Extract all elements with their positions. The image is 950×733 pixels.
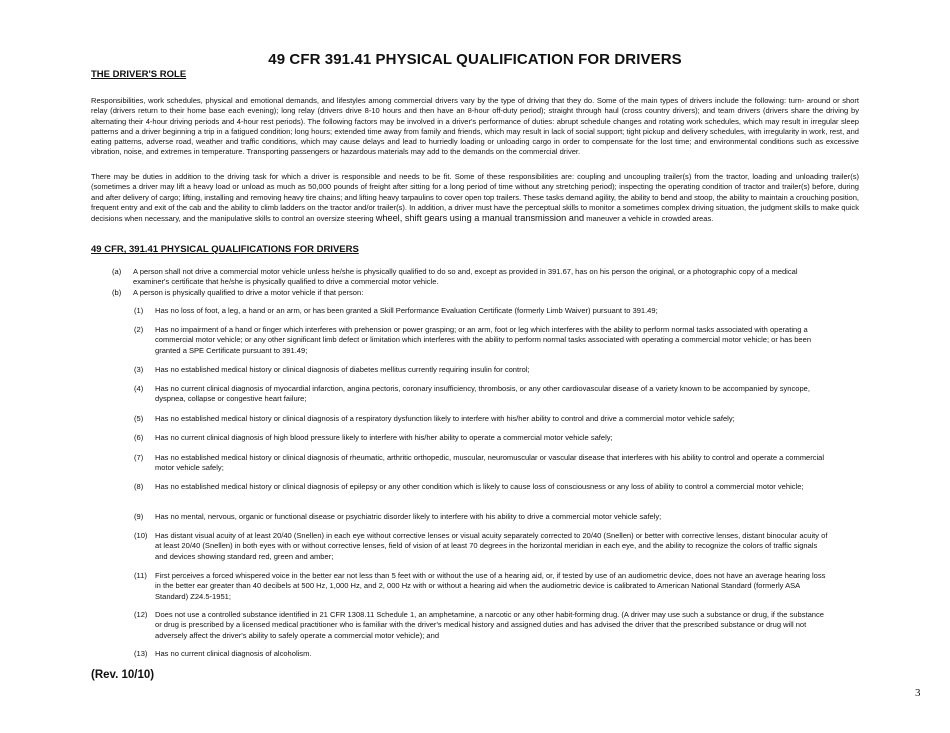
sub-item-10 (134, 531, 830, 562)
sub-item-text: Has no established medical history or clinical diagnosis of a respiratory dysfunction likely to interfere with his/her ability to control and drive a commercial motor vehicle safely; (155, 414, 735, 423)
sub-item-4 (134, 384, 830, 405)
sub-item-12 (134, 610, 830, 641)
page-number: 3 (915, 687, 921, 699)
sub-item-text: Has no loss of foot, a leg, a hand or an arm, or has been granted a Skill Performance Evaluation Certificate (formerly Limb Waiver) pursuant to 391.49; (155, 306, 658, 315)
sub-item-number: (12) (134, 610, 148, 619)
revision-label: (Rev. 10/10) (91, 669, 155, 681)
sub-item-number: (10) (134, 531, 148, 540)
paragraph-2-text: There may be duties in addition to the driving task for which a driver is responsible and needs to be fit. Some of these responsibilities are: coupling and uncoupling trailer(s) from the tractor, loading and unloading trailer(s) (sometimes a driver may lift a heavy load or unload as much as 50,000 pounds of freight after sitting for a long period of time without any stretching period); inspecting the operating condition of tractor and trailer(s) before, during and after delivery of cargo; lifting, installing and removing heavy tire chains; and lifting heavy tarpaulins to cover open top trailers. These tasks demand agility, the ability to bend and stoop, the ability to maintain a crouching position, frequent entry and exit of the cab and the ability to climb ladders on the tractor and/or trailer(s). In addition, a driver must have the perceptual skills to monitor a sometimes complex driving situation, the judgment skills to make quick decisions when necessary, and the manipulative skills to control an oversize steering (91, 172, 859, 224)
drivers-role-paragraph-2 (91, 172, 859, 224)
paragraph-2-end-text: maneuver a vehicle in crowded areas. (586, 214, 714, 224)
sub-item-text: Has no established medical history or clinical diagnosis of diabetes mellitus currently requiring insulin for control; (155, 365, 530, 374)
sub-item-number: (13) (134, 649, 148, 658)
sub-item-9 (134, 512, 830, 522)
list-item-a (112, 267, 832, 288)
sub-item-number: (1) (134, 306, 144, 315)
sub-item-1 (134, 306, 830, 316)
paragraph-2-large-text: wheel, shift gears using a manual transmission and (375, 213, 585, 224)
sub-item-6 (134, 433, 830, 443)
sub-item-number: (6) (134, 433, 144, 442)
sub-item-number: (8) (134, 482, 144, 491)
list-item-b (112, 288, 832, 298)
sub-item-text: Does not use a controlled substance identified in 21 CFR 1308.11 Schedule 1, an amphetamine, a narcotic or any other habit-forming drug. (A driver may use such a substance or drug, if the substance or drug is prescribed by a licensed medical practitioner who is familiar with the driver's medical history and assigned duties and has advised the driver that the prescribed substance or drug will not adversely affect the driver's ability to safely operate a commercial motor vehicle); and (155, 610, 824, 640)
sub-item-text: Has distant visual acuity of at least 20/40 (Snellen) in each eye without corrective lenses or visual acuity separately corrected to 20/40 (Snellen) or better with corrective lenses, distant binocular acuity of at least 20/40 (Snellen) in both eyes with or without corrective lenses, field of vision of at least 70 degrees in the horizontal meridian in each eye, and the ability to recognize the colors of traffic signals and devices showing standard red, green and amber; (155, 531, 828, 561)
list-item-text: A person shall not drive a commercial motor vehicle unless he/she is physically qualified to do so and, except as provided in 391.67, has on his person the original, or a photographic copy of a medical examiner's certificate that he/she is physically qualified to drive a commercial motor vehicle. (133, 267, 798, 287)
sub-item-number: (9) (134, 512, 144, 521)
sub-item-number: (5) (134, 414, 144, 423)
sub-item-2 (134, 325, 830, 356)
list-item-number: (a) (112, 267, 122, 276)
sub-item-text: First perceives a forced whispered voice in the better ear not less than 5 feet with or without the use of a hearing aid, or, if tested by use of an audiometric device, does not have an average hearing loss in the better ear greater than 40 decibels at 500 Hz, 1,000 Hz, and 2, 000 Hz with or without a hearing aid when the audiometric device is calibrated to American National Standard (formerly ASA Standard) Z24.5-1951; (155, 571, 826, 601)
sub-item-number: (3) (134, 365, 144, 374)
list-item-text: A person is physically qualified to drive a motor vehicle if that person: (133, 288, 364, 297)
drivers-role-paragraph-1: Responsibilities, work schedules, physical and emotional demands, and lifestyles among commercial drivers vary by the type of driving that they do. Some of the main types of drivers include the following: turn- around or short relay (drivers return to their home base each evening); long relay (drivers drive 8-10 hours and then have an 8-hour off-duty period); straight through haul (cross country drivers); and team drivers (drivers share the driving by alternating their 4-hour driving periods and 4-hour rest periods). The following factors may be involved in a driver's performance of duties: abrupt schedule changes and rotating work schedules, which may result in irregular sleep patterns and a driver beginning a trip in a fatigued condition; long hours; extended time away from family and friends, which may result in lack of social support; tight pickup and delivery schedules, with irregularity in work, rest, and eating patterns, adverse road, weather and traffic conditions, which may cause delays and lead to hurriedly loading or unloading cargo in order to compensate for the lost time; and environmental conditions such as excessive vibration, noise, and extremes in temperature. Transporting passengers or hazardous materials may add to the demands on the commercial driver. (91, 96, 859, 157)
sub-item-number: (4) (134, 384, 144, 393)
page-title: 49 CFR 391.41 PHYSICAL QUALIFICATION FOR DRIVERS (268, 51, 682, 68)
sub-item-13 (134, 649, 830, 659)
sub-item-11 (134, 571, 830, 602)
sub-item-text: Has no established medical history or clinical diagnosis of rheumatic, arthritic orthopedic, muscular, neuromuscular or vascular disease that interferes with his ability to control and operate a commercial motor vehicle safely; (155, 453, 825, 473)
sub-item-text: Has no current clinical diagnosis of alcoholism. (155, 649, 312, 658)
sub-item-7 (134, 453, 830, 474)
sub-item-text: Has no current clinical diagnosis of high blood pressure likely to interfere with his/her ability to operate a commercial motor vehicle safely; (155, 433, 613, 442)
sub-item-5 (134, 414, 830, 424)
sub-item-number: (7) (134, 453, 144, 462)
drivers-role-heading: THE DRIVER'S ROLE (91, 69, 187, 80)
sub-item-8 (134, 482, 830, 492)
physical-qualifications-heading: 49 CFR, 391.41 PHYSICAL QUALIFICATIONS FOR DRIVERS (91, 244, 359, 255)
sub-item-text: Has no established medical history or clinical diagnosis of epilepsy or any other condition which is likely to cause loss of consciousness or any loss of ability to control a commercial motor vehicle; (155, 482, 804, 491)
sub-item-text: Has no current clinical diagnosis of myocardial infarction, angina pectoris, coronary insufficiency, thrombosis, or any other cardiovascular disease of a variety known to be accompanied by syncope, dyspnea, collapse or congestive heart failure; (155, 384, 810, 404)
sub-item-text: Has no impairment of a hand or finger which interferes with prehension or power grasping; or an arm, foot or leg which interferes with the ability to perform normal tasks associated with operating a commercial motor vehicle; or any other significant limb defect or limitation which interferes with the ability to perform normal tasks associated with operating a commercial motor vehicle; or has been granted a SPE Certificate pursuant to 391.49; (155, 325, 812, 355)
sub-item-text: Has no mental, nervous, organic or functional disease or psychiatric disorder likely to interfere with his ability to drive a commercial motor vehicle safely; (155, 512, 662, 521)
sub-item-3 (134, 365, 830, 375)
sub-item-number: (2) (134, 325, 144, 334)
list-item-number: (b) (112, 288, 122, 297)
sub-item-number: (11) (134, 571, 147, 580)
